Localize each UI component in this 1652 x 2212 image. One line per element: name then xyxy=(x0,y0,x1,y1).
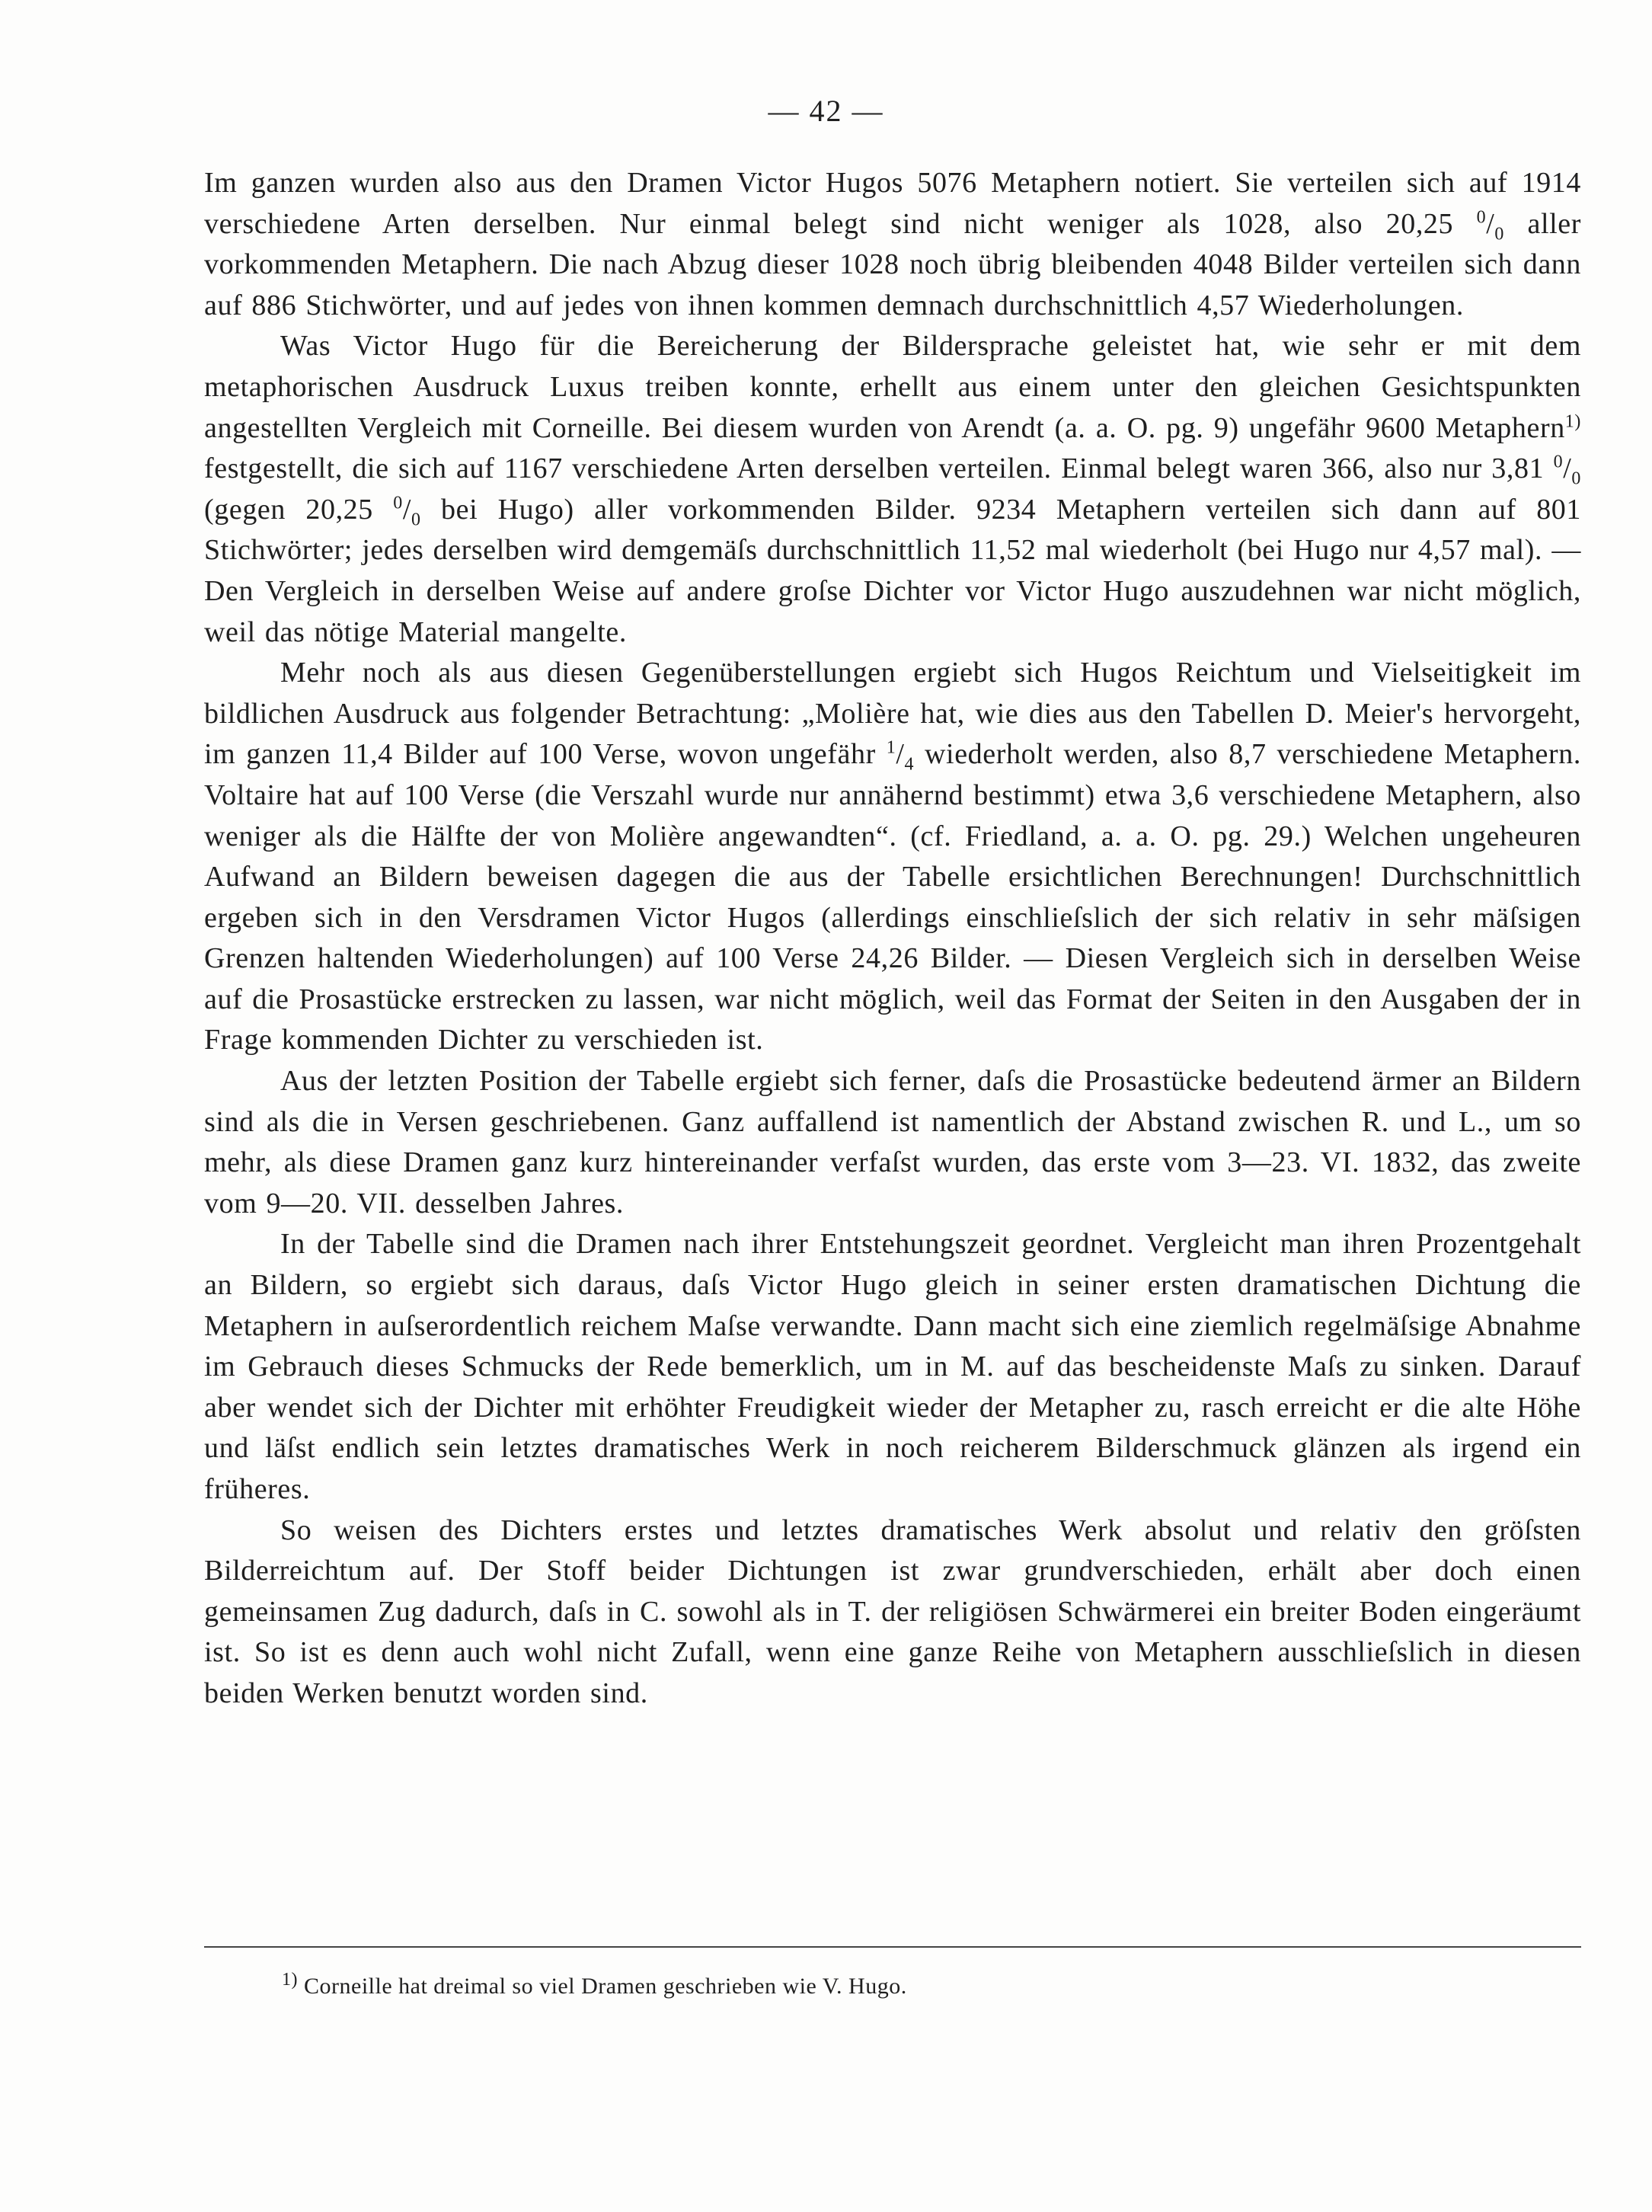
paragraph-text-segment: aller vorkommenden Metaphern. Die nach Abzug dieser 1028 noch übrig bleibenden 4048 Bilder verteilen sich dann auf 886 Stichwörter, und auf jedes von ihnen kommen demnach durchschnittlich 4,57 Wiederholungen. xyxy=(204,207,1582,321)
paragraph-1 xyxy=(204,163,1581,326)
paragraph-text-segment: 0 xyxy=(1494,224,1505,245)
paragraph-text-segment: / xyxy=(1563,452,1572,485)
paragraph-text-segment: Im ganzen wurden also aus den Dramen Victor Hugos 5076 Metaphern notiert. Sie verteilen sich auf 1914 verschiedene Arten derselben. Nur einmal belegt sind nicht weniger als 1028, also 20,25 xyxy=(204,167,1581,240)
paragraph-text-segment: 0 xyxy=(1553,452,1564,472)
paragraph-3 xyxy=(204,653,1581,1061)
footnote-text: Corneille hat dreimal so viel Dramen geschrieben wie V. Hugo. xyxy=(298,1974,907,1999)
paragraph-text-segment: / xyxy=(896,738,905,771)
paragraph-5 xyxy=(204,1224,1581,1510)
footnote xyxy=(282,1971,907,2002)
paragraph-text-segment: 0 xyxy=(411,510,421,530)
paragraph-text-segment: In der Tabelle sind die Dramen nach ihrer Entstehungszeit geordnet. Vergleicht man ihren Prozentgehalt an Bildern, so ergiebt sich daraus, daſs Victor Hugo gleich in seiner ersten dramatischen Dichtung die Metaphern in auſserordentlich reichem Maſse verwandte. Dann macht sich eine ziemlich regelmäſsige Abnahme im Gebrauch dieses Schmucks der Rede bemerklich, um in M. auf das bescheidenste Maſs zu sinken. Darauf aber wendet sich der Dichter mit erhöhter Freudigkeit wieder der Metapher zu, rasch erreicht er die alte Höhe und läſst endlich sein letztes dramatisches Werk in noch reicherem Bilderschmuck glänzen als irgend ein früheres. xyxy=(204,1228,1581,1505)
paragraph-text-segment: bei Hugo) aller vorkommenden Bilder. 9234 Metaphern verteilen sich dann auf 801 Stichwörter; jedes derselben wird demgemäſs durchschnittlich 11,52 mal wiederholt (bei Hugo nur 4,57 mal). — Den Vergleich in derselben Weise auf andere groſse Dichter vor Victor Hugo auszudehnen war nicht möglich, weil das nötige Material mangelte. xyxy=(204,493,1581,648)
paragraph-text-segment: wiederholt werden, also 8,7 verschiedene Metaphern. Voltaire hat auf 100 Verse (die Verszahl wurde nur annähernd bestimmt) etwa 3,6 verschiedene Metaphern, also weniger als die Hälfte der von Molière angewandten“. (cf. Friedland, a. a. O. pg. 29.) Welchen ungeheuren Aufwand an Bildern beweisen dagegen die aus der Tabelle ersichtlichen Berechnungen! Durchschnittlich ergeben sich in den Versdramen Victor Hugos (allerdings einschlieſslich der sich relativ in sehr mäſsigen Grenzen haltenden Wiederholungen) auf 100 Verse 24,26 Bilder. — Diesen Vergleich sich in derselben Weise auf die Prosastücke erstrecken zu lassen, war nicht möglich, weil das Format der Seiten in den Ausgaben der in Frage kommenden Dichter zu verschieden ist. xyxy=(204,738,1581,1056)
paragraph-text-segment: festgestellt, die sich auf 1167 verschiedene Arten derselben verteilen. Einmal belegt waren 366, also nur 3,81 xyxy=(204,452,1554,485)
body-text xyxy=(204,163,1581,1715)
paragraph-text-segment: Aus der letzten Position der Tabelle ergiebt sich ferner, daſs die Prosastücke bedeutend ärmer an Bildern sind als die in Versen geschriebenen. Ganz auffallend ist namentlich der Abstand zwischen R. und L., um so mehr, als diese Dramen ganz kurz hintereinander verfaſst wurden, das erste vom 3—23. VI. 1832, das zweite vom 9—20. VII. desselben Jahres. xyxy=(204,1065,1581,1219)
paragraph-text-segment: Was Victor Hugo für die Bereicherung der Bildersprache geleistet hat, wie sehr er mit dem metaphorischen Ausdruck Luxus treiben konnte, erhellt aus einem unter den gleichen Gesichtspunkten angestellten Vergleich mit Corneille. Bei diesem wurden von Arendt (a. a. O. pg. 9) ungefähr 9600 Metaphern xyxy=(204,330,1581,444)
paragraph-text-segment: 1 xyxy=(886,737,896,758)
paragraph-text-segment: Mehr noch als aus diesen Gegenüberstellungen ergiebt sich Hugos Reichtum und Vielseitigkeit im bildlichen Ausdruck aus folgender Betrachtung: „Molière hat, wie dies aus den Tabellen D. Meier's hervorgeht, im ganzen 11,4 Bilder auf 100 Verse, wovon ungefähr xyxy=(204,657,1581,771)
paragraph-text-segment: / xyxy=(402,493,412,526)
page-number: — 42 — xyxy=(768,94,884,128)
paragraph-text-segment: 0 xyxy=(1476,206,1487,227)
footnote-marker: 1) xyxy=(282,1970,298,1990)
paragraph-text-segment: 4 xyxy=(904,754,915,775)
paragraph-2 xyxy=(204,326,1581,653)
paragraph-text-segment: 0 xyxy=(393,493,403,513)
paragraph-6 xyxy=(204,1510,1581,1715)
paragraph-text-segment: 0 xyxy=(1571,468,1581,489)
paragraph-text-segment: 1) xyxy=(1564,411,1581,431)
paragraph-text-segment: So weisen des Dichters erstes und letztes dramatisches Werk absolut und relativ den gröſsten Bilderreichtum auf. Der Stoff beider Dichtungen ist zwar grundverschieden, erhält aber doch einen gemeinsamen Zug dadurch, daſs in C. sowohl als in T. der religiösen Schwärmerei ein breiter Boden eingeräumt ist. So ist es denn auch wohl nicht Zufall, wenn eine ganze Reihe von Metaphern ausschlieſslich in diesen beiden Werken benutzt worden sind. xyxy=(204,1514,1581,1709)
paragraph-text-segment: / xyxy=(1486,207,1495,240)
footnote-divider xyxy=(204,1946,1581,1948)
paragraph-text-segment: (gegen 20,25 xyxy=(204,493,394,526)
paragraph-4 xyxy=(204,1061,1581,1224)
